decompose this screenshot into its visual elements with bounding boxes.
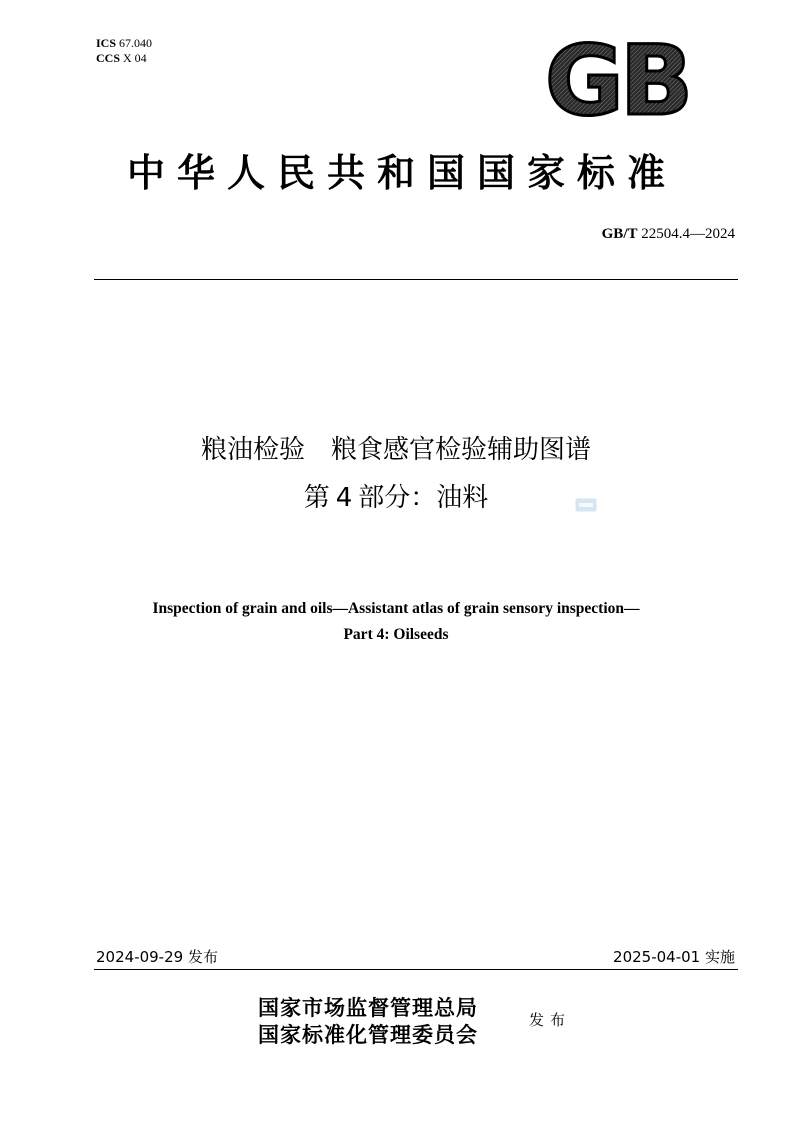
publish-label: 发布 [529, 1011, 572, 1029]
bottom-divider [94, 969, 738, 970]
ccs-label: CCS [96, 51, 121, 65]
english-title-line1: Inspection of grain and oils—Assistant atlas of grain sensory inspection— [152, 600, 640, 617]
part-number: 4 [335, 483, 353, 513]
ccs-value: X 04 [123, 51, 147, 65]
implementation-date: 2025-04-01 实施 [613, 948, 735, 966]
watermark-icon [575, 498, 597, 512]
classification-codes [96, 36, 152, 66]
ics-label: ICS [96, 36, 117, 50]
part-name: 部分：油料 [358, 483, 489, 513]
issue-date: 2024-09-29 发布 [96, 948, 218, 966]
standard-number [602, 226, 735, 243]
english-title-line2: Part 4: Oilseeds [343, 626, 449, 643]
national-standard-title: 中华人民共和国国家标准 [126, 151, 677, 195]
gb-logo [537, 36, 697, 120]
ccs-code [96, 51, 152, 66]
chinese-title-line2 [0, 480, 792, 516]
issuer-samr: 国家市场监督管理总局 [258, 995, 478, 1020]
gb-logo-text: GB [545, 36, 689, 120]
top-divider [94, 279, 738, 280]
ics-code [96, 36, 152, 51]
standard-prefix: GB/T [601, 226, 638, 242]
part-prefix: 第 [303, 483, 330, 513]
chinese-title-line1: 粮油检验 粮食感官检验辅助图谱 [200, 435, 591, 465]
issuing-authorities [258, 994, 478, 1048]
ics-value: 67.040 [119, 36, 153, 50]
issuer-sac: 国家标准化管理委员会 [258, 1022, 478, 1047]
standard-code: 22504.4—2024 [641, 226, 735, 242]
